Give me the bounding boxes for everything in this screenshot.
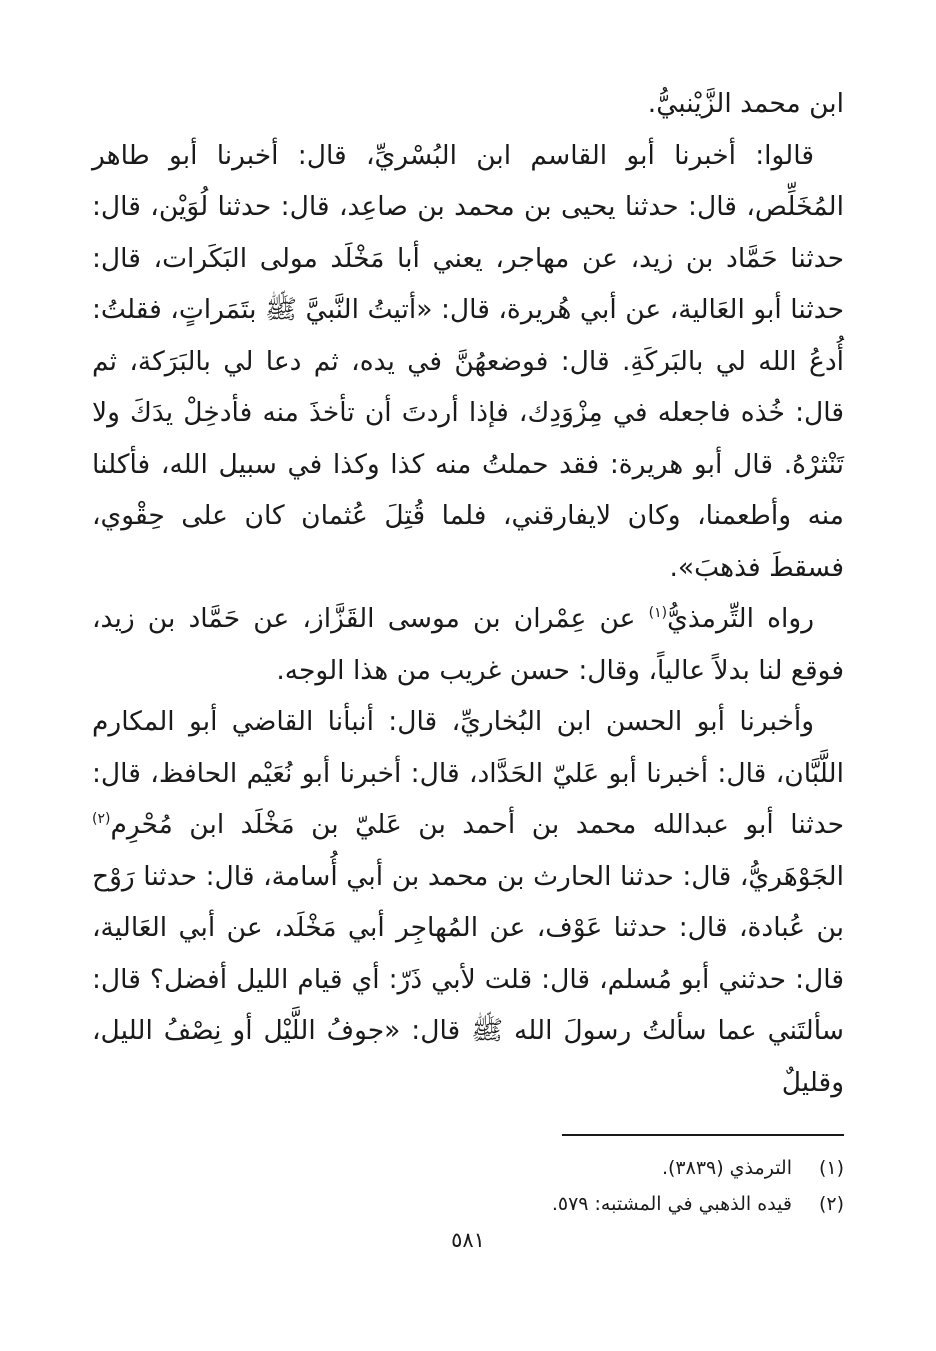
paragraph-text: وأخبرنا أبو الحسن ابن البُخاريِّ، قال: أنبأنا القاضي أبو المكارم اللَّبَّان، قال: أخبرنا أبو عَليّ الحَدَّاد، قال: أخبرنا أبو نُعَيْم الحافظ، قال: حدثنا أبو عبدالله محمد بن أحمد بن عَليّ بن مَخْلَد ابن مُحْرِم xyxy=(92,706,844,840)
footnote-number: (١) xyxy=(818,1157,844,1179)
paragraph xyxy=(92,78,844,130)
footnote-marker: (١) xyxy=(648,605,668,622)
footnotes xyxy=(92,1150,844,1222)
footnote xyxy=(92,1186,844,1222)
paragraph-text: عن عِمْران بن موسى القَزَّاز، عن حَمَّاد بن زيد، فوقع لنا بدلاً عالياً، وقال: حسن غريب من هذا الوجه. xyxy=(92,603,844,686)
main-text xyxy=(92,78,844,1108)
footnote-number: (٢) xyxy=(818,1193,844,1215)
footnote-separator xyxy=(562,1134,844,1136)
footnote-text: الترمذي (٣٨٣٩). xyxy=(661,1157,792,1179)
paragraph-text: الجَوْهَريُّ، قال: حدثنا الحارث بن محمد بن أبي أُسامة، قال: حدثنا رَوْح بن عُبادة، قال: حدثنا عَوْف، عن المُهاجِر أبي مَخْلَد، عن أبي العَالية، قال: حدثني أبو مُسلم، قال: قلت لأبي ذَرّ: أي قيام الليل أفضل؟ قال: سألتَني عما سألتُ رسولَ الله ﷺ قال: «جوفُ اللَّيْل أو نِصْفُ الليل، وقليلٌ xyxy=(92,860,844,1098)
paragraph-text: قالوا: أخبرنا أبو القاسم ابن البُسْريِّ، قال: أخبرنا أبو طاهر المُخَلِّص، قال: حدثنا يحيى بن محمد بن صاعِد، قال: حدثنا لُوَيْن، قال: حدثنا حَمَّاد بن زيد، عن مهاجر، يعني أبا مَخْلَد مولى البَكَرات، قال: حدثنا أبو العَالية، عن أبي هُريرة، قال: «أتيتُ النَّبيَّ ﷺ بتَمَراتٍ، فقلتُ: أُدعُ الله لي بالبَركَةِ. قال: فوضعهُنَّ في يده، ثم دعا لي بالبَرَكة، ثم قال: خُذه فاجعله في مِزْوَدِك، فإذا أردتَ أن تأخذَ منه فأدخِلْ يدَكَ ولا تَنْثرْهُ. قال أبو هريرة: فقد حملتُ منه كذا وكذا في سبيل الله، فأكلنا منه وأطعمنا، وكان لايفارقني، فلما قُتِلَ عُثمان كان على حِقْوي، فسقطَ فذهبَ». xyxy=(92,139,844,583)
paragraph xyxy=(92,130,844,594)
footnote-text: قيده الذهبي في المشتبه: ٥٧٩. xyxy=(551,1193,792,1215)
paragraph xyxy=(92,696,844,1108)
footnote xyxy=(92,1150,844,1186)
paragraph-text: ابن محمد الزَّيْنبيُّ. xyxy=(647,88,844,119)
page-number: ٥٨١ xyxy=(451,1228,485,1252)
paragraph-text: رواه التِّرمذيُّ xyxy=(667,603,814,634)
paragraph xyxy=(92,593,844,696)
footnote-marker: (٢) xyxy=(92,811,111,828)
